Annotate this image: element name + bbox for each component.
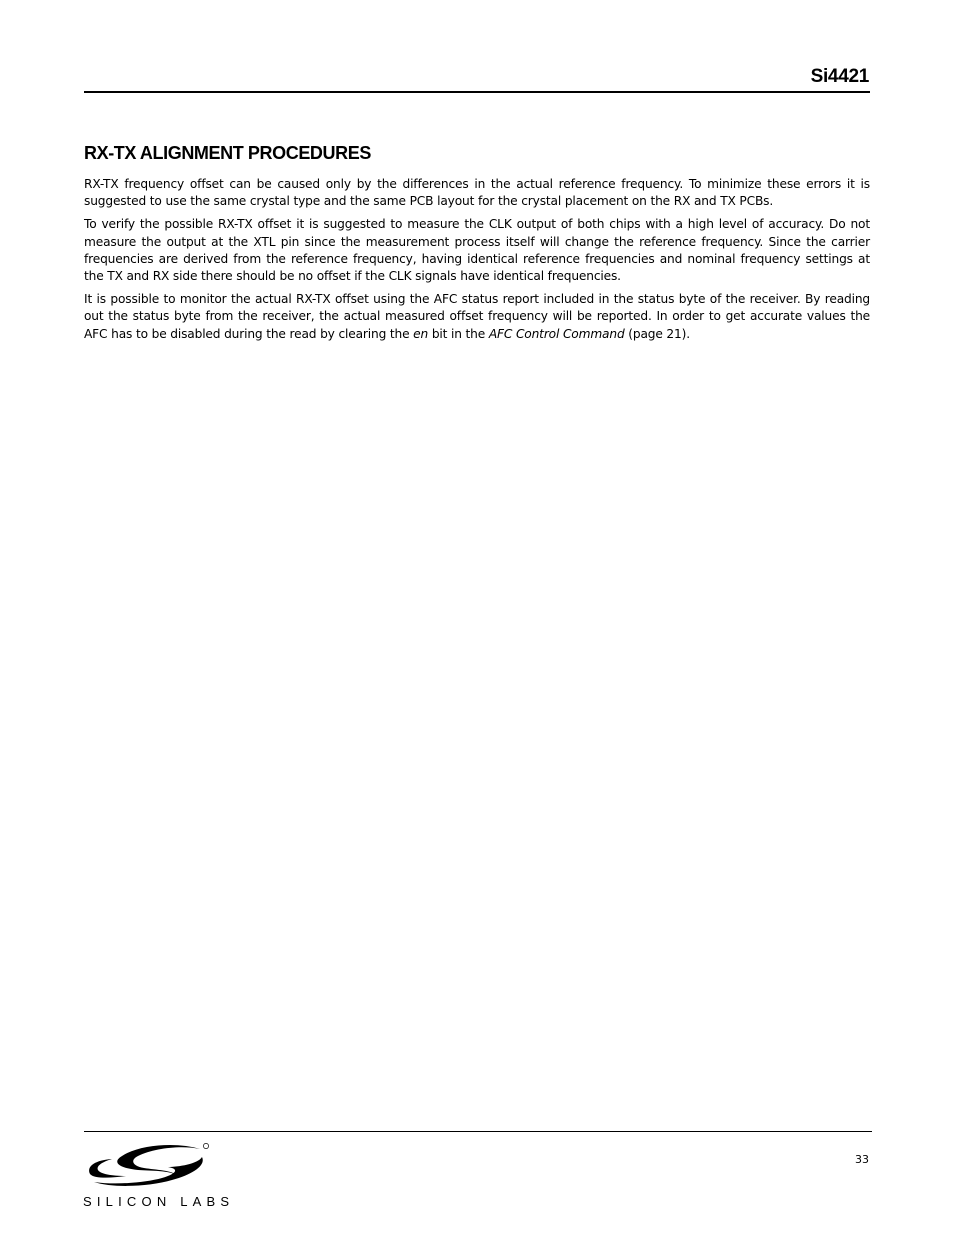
paragraph-2: To verify the possible RX-TX offset it is suggested to measure the CLK output of both chips with a high level of accuracy. Do not measure the output at the XTL pin since the measurement process itself will change the reference frequency. Since the carrier frequencies are derived from the reference frequency, having identical reference frequencies and nominal frequency settings at the TX and RX side there should be no offset if the CLK signals have identical frequencies. — [84, 217, 870, 284]
paragraph-3 — [84, 291, 870, 343]
footer-divider — [84, 1131, 872, 1132]
page-number: 33 — [855, 1153, 869, 1166]
logo-mark-icon — [89, 1145, 203, 1186]
section-heading: RX-TX ALIGNMENT PROCEDURES — [84, 143, 371, 163]
paragraph-3-emphasis-command: AFC Control Command — [488, 326, 625, 341]
registered-mark-icon — [203, 1143, 208, 1148]
header-divider — [84, 91, 870, 93]
paragraph-3-emphasis-en: en — [413, 326, 429, 341]
paragraph-3-text-c: (page 21). — [624, 326, 690, 341]
paragraph-3-text-a: It is possible to monitor the actual RX-TX offset using the AFC status report included in the status byte of the receiver. By reading out the status byte from the receiver, the actual measured offset frequency will be reported. In order to get accurate values the AFC has to be disabled during the read by clearing the — [84, 292, 870, 341]
paragraph-1: RX-TX frequency offset can be caused only by the differences in the actual reference frequency. To minimize these errors it is suggested to use the same crystal type and the same PCB layout for the crystal placement on the RX and TX PCBs. — [84, 177, 870, 209]
section-body — [84, 176, 870, 349]
logo-wordmark: SILICON LABS — [83, 1194, 235, 1209]
silicon-labs-logo — [82, 1140, 235, 1210]
document-title: Si4421 — [810, 66, 869, 87]
paragraph-3-text-b: bit in the — [428, 326, 489, 341]
